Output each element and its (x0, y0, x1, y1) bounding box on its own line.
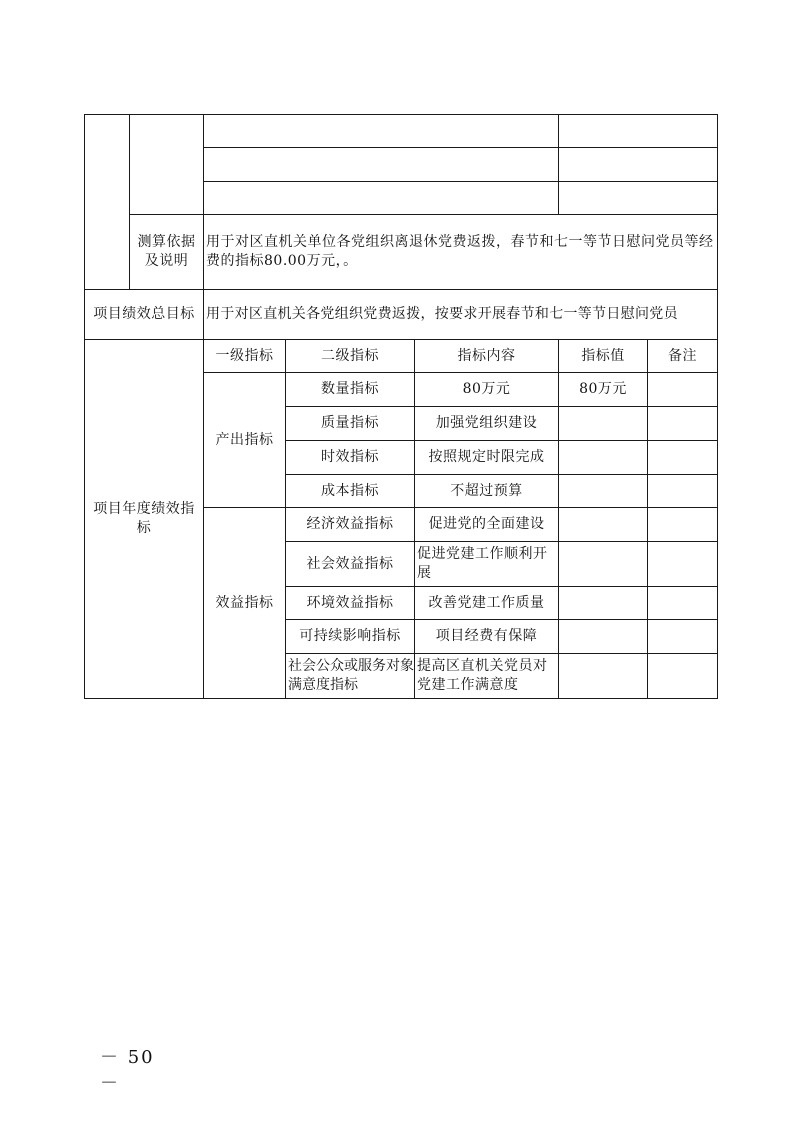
group-output-label: 产出指标 (215, 431, 274, 448)
header-level2: 二级指标 (321, 347, 379, 364)
table-row-level2: 经济效益指标 (306, 516, 394, 532)
table-row-content: 80万元 (462, 381, 511, 397)
grid-line (203, 147, 718, 148)
table-row-value: 80万元 (579, 381, 627, 397)
table-row-level2: 成本指标 (321, 482, 379, 499)
grid-line (129, 214, 718, 215)
page-number: － 50 － (100, 1047, 155, 1094)
annual-indicators-label: 项目年度绩效指标 (93, 501, 195, 536)
table-row-level2: 数量指标 (321, 381, 379, 397)
table-row-content: 改善党建工作质量 (428, 594, 545, 611)
grid-line (558, 114, 559, 214)
overall-goal-label: 项目绩效总目标 (93, 306, 195, 322)
table-row-level2: 时效指标 (321, 449, 379, 465)
table-row-content: 项目经费有保障 (435, 628, 538, 644)
header-note: 备注 (668, 347, 697, 364)
overall-goal-text: 用于对区直机关各党组织党费返拨，按要求开展春节和七一等节日慰问党员 (206, 306, 678, 322)
table-row-level2: 质量指标 (321, 415, 379, 431)
grid-line (203, 181, 718, 182)
table-row-level2: 环境效益指标 (306, 594, 394, 611)
table-row-content: 不超过预算 (450, 482, 523, 499)
group-benefit-label: 效益指标 (215, 594, 274, 611)
table-row-content: 加强党组织建设 (435, 415, 538, 431)
table-border-bottom (84, 698, 718, 699)
header-content: 指标内容 (457, 347, 516, 364)
table-row-content: 按照规定时限完成 (428, 449, 545, 465)
table-row-content: 提高区直机关党员对党建工作满意度 (417, 658, 548, 693)
table-row-content: 促进党建工作顺利开展 (417, 546, 548, 581)
budget-basis-text: 用于对区直机关单位各党组织离退休党费返拨，春节和七一等节日慰问党员等经费的指标80.00万元，。 (206, 234, 714, 269)
table-row-level2: 可持续影响指标 (299, 628, 401, 644)
budget-basis-label: 测算依据及说明 (137, 234, 196, 269)
table-row-level2: 社会效益指标 (306, 555, 394, 572)
table-row-content: 促进党的全面建设 (428, 516, 545, 532)
table-border-top (84, 114, 718, 115)
grid-line (129, 114, 130, 289)
grid-line (647, 339, 648, 699)
table-row-level2: 社会公众或服务对象满意度指标 (288, 658, 414, 693)
header-level1: 一级指标 (215, 347, 274, 364)
header-value: 指标值 (581, 347, 625, 364)
